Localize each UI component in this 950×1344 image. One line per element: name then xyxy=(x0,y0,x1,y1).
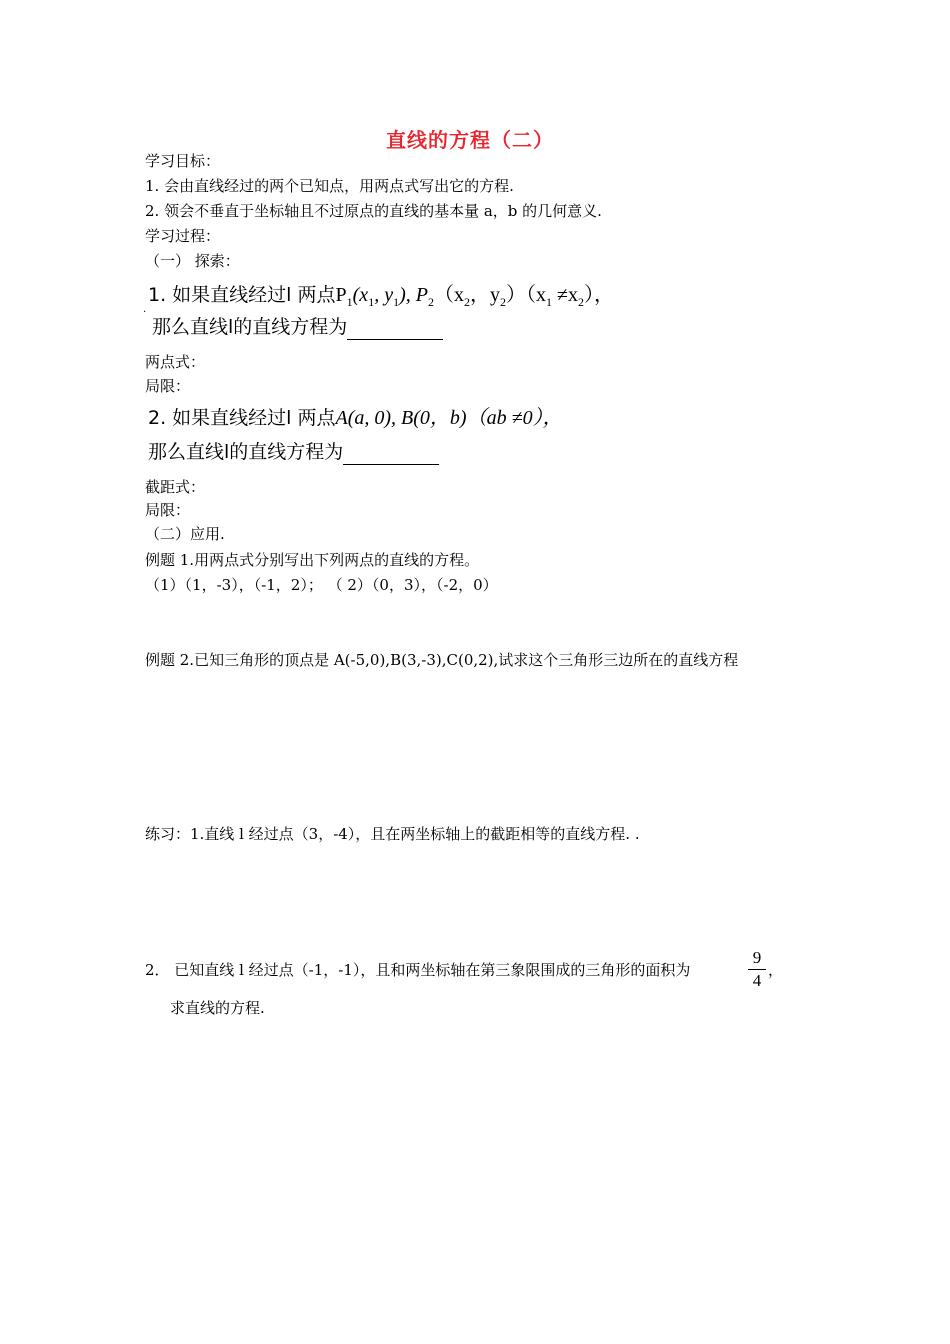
process-heading: 学习过程： xyxy=(145,227,221,245)
answer-blank[interactable] xyxy=(343,444,439,465)
apply-heading: （二）应用. xyxy=(145,525,225,543)
goals-heading: 学习目标： xyxy=(145,152,221,170)
question-1-line-1: 1. 如果直线经过l 两点$P_1(x_1$, $y_1$), $P_2(x_2$，$y_2)(x_1 \ne x_2)$， xyxy=(148,284,614,309)
question-2-line-2: 那么直线l的直线方程为 xyxy=(148,439,439,465)
intercept-label: 截距式： xyxy=(145,478,206,496)
practice-1: 练习：1.直线 l 经过点（3，-4），且在两坐标轴上的截距相等的直线方程. . xyxy=(145,825,640,843)
answer-blank[interactable] xyxy=(347,319,443,340)
fraction-nine-quarters: 9 4 xyxy=(748,948,766,991)
stray-dot: . xyxy=(143,304,147,315)
practice-2: 2． 已知直线 l 经过点（-1，-1），且和两坐标轴在第三象限围成的三角形的面积为 xyxy=(145,961,691,979)
question-2-line-1: 2. 如果直线经过l 两点A(a, 0), B(0，b)（ab ≠0）， xyxy=(148,407,563,429)
practice-2-comma: ， xyxy=(768,961,784,979)
example-1-parts: （1）（1，-3），（-1，2）； （ 2）（0，3），（-2，0） xyxy=(145,576,498,594)
limit-label: 局限： xyxy=(145,501,191,519)
practice-2-continued: 求直线的方程. xyxy=(170,999,265,1017)
goal-item: 2. 领会不垂直于坐标轴且不过原点的直线的基本量 a，b 的几何意义. xyxy=(145,202,602,220)
explore-heading: （一） 探索： xyxy=(145,252,240,270)
two-point-label: 两点式： xyxy=(145,353,206,371)
example-2: 例题 2.已知三角形的顶点是 A(-5,0),B(3,-3),C(0,2),试求这个三角形三边所在的直线方程 xyxy=(145,651,739,669)
example-1: 例题 1.用两点式分别写出下列两点的直线的方程。 xyxy=(145,551,480,569)
page-title: 直线的方程（二） xyxy=(386,128,554,152)
limit-label: 局限： xyxy=(145,377,191,395)
question-1-line-2: 那么直线l的直线方程为 xyxy=(152,314,443,340)
goal-item: 1. 会由直线经过的两个已知点，用两点式写出它的方程. xyxy=(145,177,514,195)
